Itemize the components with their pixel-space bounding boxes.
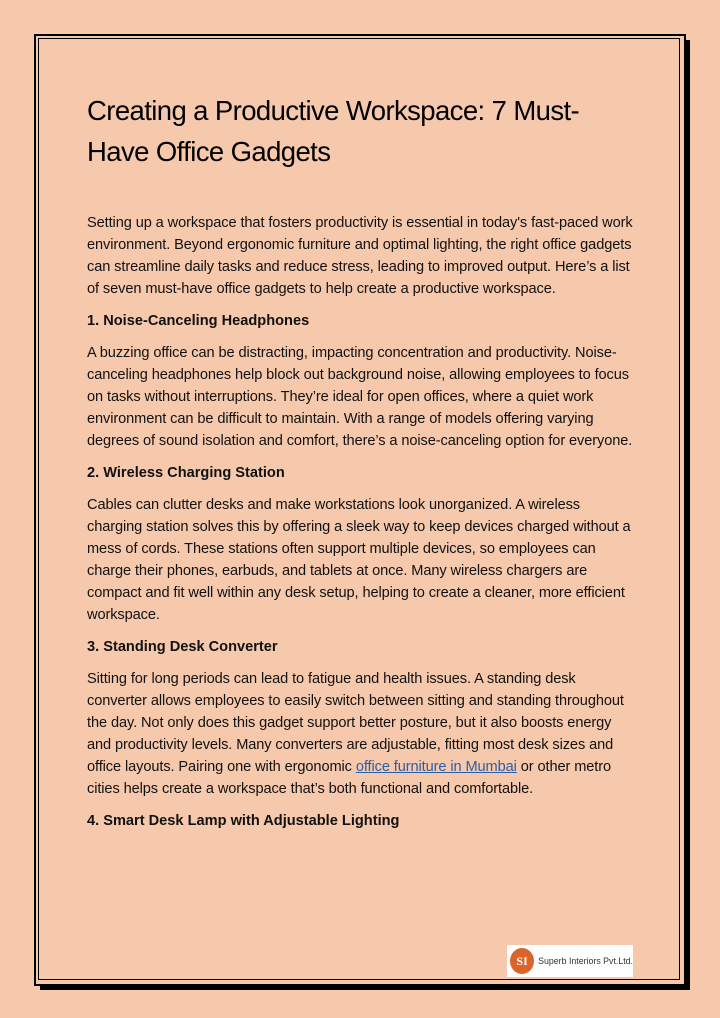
section-heading-2: 2. Wireless Charging Station: [87, 465, 285, 481]
logo-text: Superb Interiors Pvt.Ltd.: [538, 956, 633, 966]
section-body-3-text-a: Sitting for long periods can lead to fatigue and health issues. A standing desk converter allows employees to easily switch between sitting and standing throughout the day. Not only does this gadget support better posture, but it also boosts energy and productivity levels. Many converters are adjustable, fitting most desk sizes and office layouts. Pairing one with ergonomic: [87, 671, 624, 775]
section-body-1: A buzzing office can be distracting, impacting concentration and productivity. Noise-canceling headphones help block out background noise, allowing employees to focus on tasks without interruptions. They’re ideal for open offices, where a quiet work environment can be difficult to maintain. With a range of models offering varying degrees of sound isolation and comfort, there’s a noise-canceling option for everyone.: [87, 345, 633, 449]
section-body-2: Cables can clutter desks and make workstations look unorganized. A wireless charging station solves this by offering a sleek way to keep devices charged without a mess of cords. These stations often support multiple devices, so employees can charge their phones, earbuds, and tablets at once. Many wireless chargers are compact and fit well within any desk setup, helping to create a cleaner, more efficient workspace.: [87, 497, 631, 623]
section-body-3: [87, 668, 637, 800]
section-heading-4: 4. Smart Desk Lamp with Adjustable Lighting: [87, 813, 400, 829]
section-heading-1: 1. Noise-Canceling Headphones: [87, 313, 310, 329]
office-furniture-link[interactable]: office furniture in Mumbai: [355, 759, 517, 775]
section-body-3-text-b: or other metro cities helps create a workspace that’s both functional and comfortable.: [87, 759, 612, 797]
company-logo: [507, 945, 633, 977]
intro-paragraph: Setting up a workspace that fosters productivity is essential in today's fast-paced work environment. Beyond ergonomic furniture and optimal lighting, the right office gadgets can streamline daily tasks and reduce stress, leading to improved output. Here’s a list of seven must-have office gadgets to help create a productive workspace.: [87, 215, 633, 297]
article-title: Creating a Productive Workspace: 7 Must-Have Office Gadgets: [87, 95, 580, 167]
logo-mark-icon: SI: [510, 948, 534, 974]
article: [87, 90, 637, 842]
section-heading-3: 3. Standing Desk Converter: [87, 639, 278, 655]
